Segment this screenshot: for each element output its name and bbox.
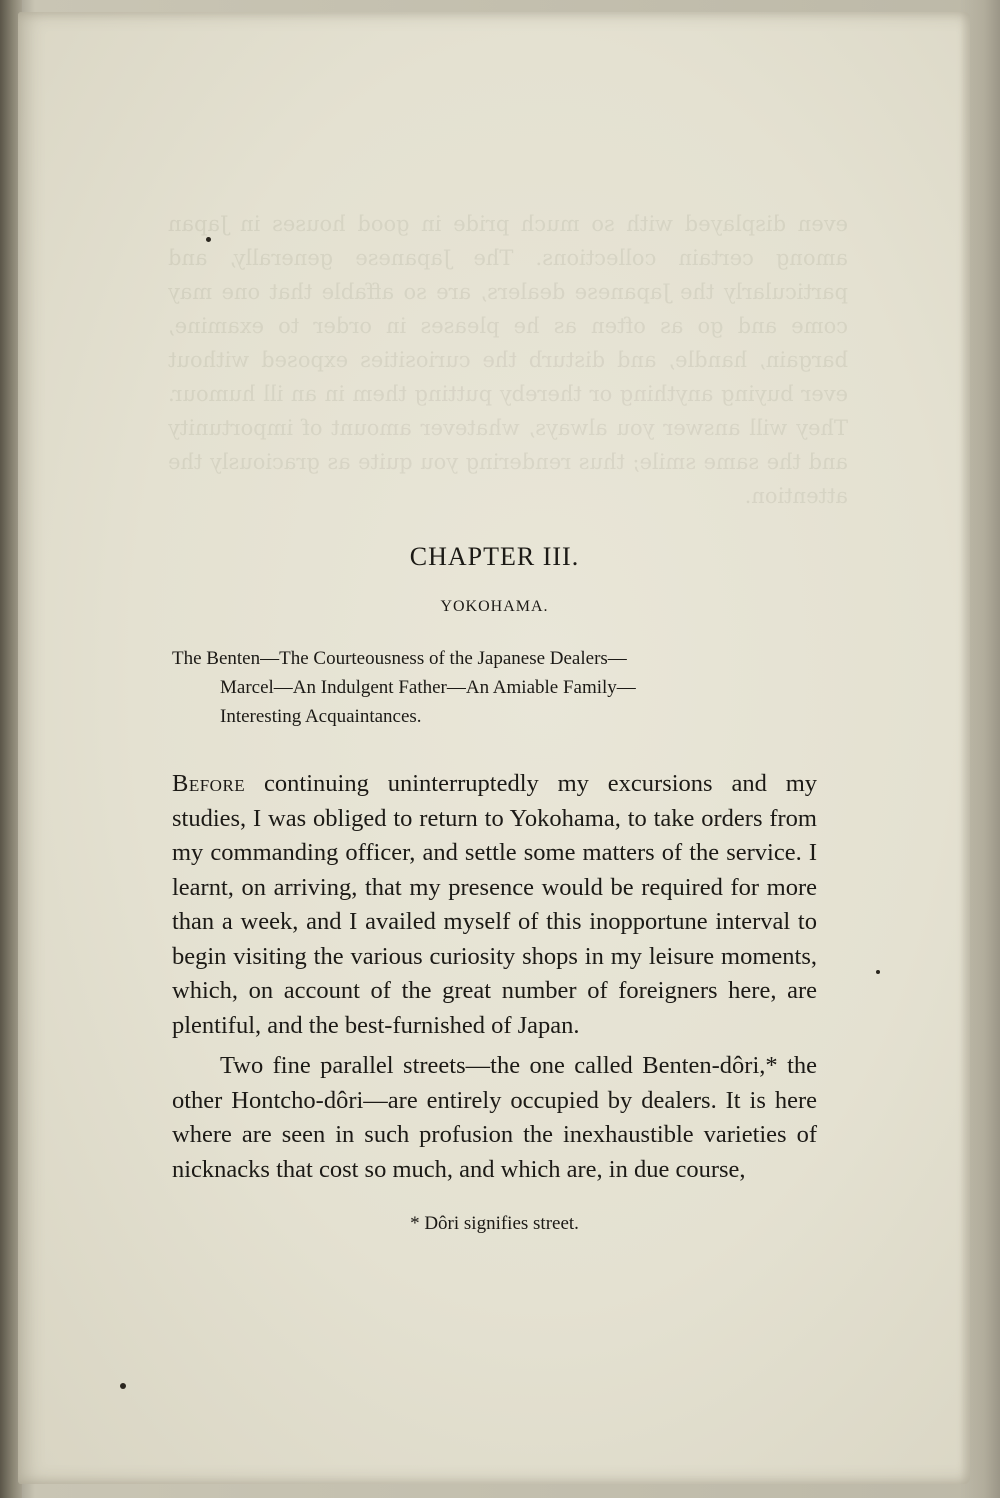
body-text xyxy=(172,767,817,1187)
paper-speck xyxy=(206,237,211,242)
synopsis-line: Marcel—An Indulgent Father—An Amiable Family— xyxy=(220,677,636,698)
synopsis-line: The Benten—The Courteousness of the Japanese Dealers— xyxy=(172,648,627,669)
footnote: * Dôri signifies street. xyxy=(410,1213,579,1234)
paragraph-text: continuing uninterruptedly my excursions and my studies, I was obliged to return to Yokohama, to take orders from my commanding officer, and settle some matters of the service. I learnt, on arriving, that my presence would be required for more than a week, and I availed myself of this inopportune interval to begin visiting the various curiosity shops in my leisure moments, which, on account of the great number of foreigners here, are plentiful, and the best-furnished of Japan. xyxy=(172,770,817,1039)
paragraph-lead-word: Before xyxy=(172,770,246,797)
paragraph-2: Two fine parallel streets—the one called Benten-dôri,* the other Hontcho-dôri—are entirely occupied by dealers. It is here where are seen in such profusion the inexhaustible varieties of nicknacks that cost so much, and which are, in due course, xyxy=(172,1052,817,1183)
paper-speck xyxy=(120,1383,126,1389)
chapter-subtitle: YOKOHAMA. xyxy=(440,598,549,615)
paper-speck xyxy=(876,970,880,974)
page-edge xyxy=(960,0,1000,1498)
chapter-title: CHAPTER III. xyxy=(409,542,580,571)
page-content xyxy=(172,530,817,1235)
synopsis-line: Interesting Acquaintances. xyxy=(220,706,422,727)
show-through-text: even displayed with so much pride in good houses in Japan among certain collections. The Japanese generally, and particularly the Japanese dealers, are so affable that one may come and go as often as he pleases in order to examine, bargain, handle, and disturb the curiosities exposed without ever buying anything or thereby putting them in an ill humour. They will answer you always, whatever amount of importunity and the same smile; thus rendering you quite as graciously the attention. xyxy=(168,212,848,508)
chapter-synopsis xyxy=(172,644,817,731)
paragraph-1 xyxy=(172,767,817,1043)
